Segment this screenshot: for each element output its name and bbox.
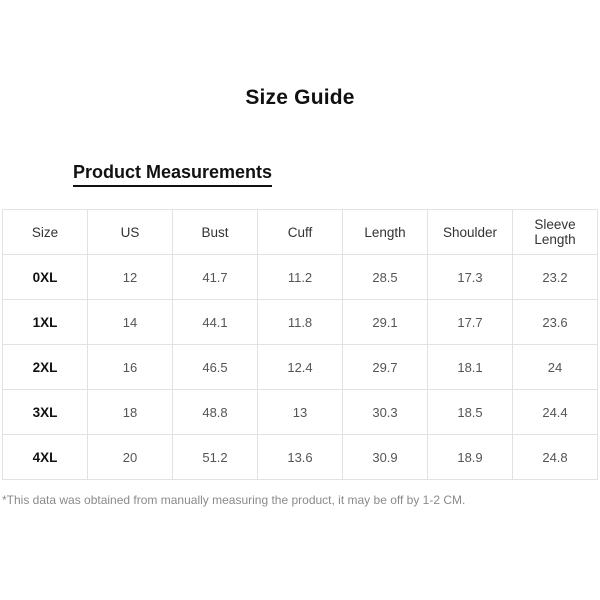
measurement-note: *This data was obtained from manually measuring the product, it may be off by 1-2 CM. [2, 493, 466, 507]
cell-shoulder: 17.3 [428, 255, 513, 300]
cell-us: 12 [88, 255, 173, 300]
cell-bust: 46.5 [173, 345, 258, 390]
cell-length: 29.1 [343, 300, 428, 345]
cell-size: 2XL [3, 345, 88, 390]
table-row [3, 300, 598, 345]
header-size: Size [3, 210, 88, 255]
cell-size: 4XL [3, 435, 88, 480]
cell-sleeve-length: 24.8 [513, 435, 598, 480]
cell-us: 18 [88, 390, 173, 435]
header-shoulder: Shoulder [428, 210, 513, 255]
cell-shoulder: 17.7 [428, 300, 513, 345]
cell-bust: 48.8 [173, 390, 258, 435]
cell-sleeve-length: 24.4 [513, 390, 598, 435]
cell-cuff: 13.6 [258, 435, 343, 480]
cell-size: 0XL [3, 255, 88, 300]
cell-bust: 44.1 [173, 300, 258, 345]
cell-us: 20 [88, 435, 173, 480]
header-cuff: Cuff [258, 210, 343, 255]
table-row [3, 435, 598, 480]
cell-length: 29.7 [343, 345, 428, 390]
cell-shoulder: 18.9 [428, 435, 513, 480]
cell-bust: 41.7 [173, 255, 258, 300]
cell-length: 30.9 [343, 435, 428, 480]
cell-cuff: 11.8 [258, 300, 343, 345]
table-row [3, 390, 598, 435]
size-table [2, 209, 598, 480]
table-header-row [3, 210, 598, 255]
header-us: US [88, 210, 173, 255]
section-title: Product Measurements [73, 162, 272, 187]
cell-cuff: 11.2 [258, 255, 343, 300]
cell-length: 28.5 [343, 255, 428, 300]
cell-size: 3XL [3, 390, 88, 435]
cell-sleeve-length: 23.2 [513, 255, 598, 300]
page-title: Size Guide [245, 86, 355, 109]
cell-cuff: 12.4 [258, 345, 343, 390]
cell-size: 1XL [3, 300, 88, 345]
cell-us: 14 [88, 300, 173, 345]
cell-sleeve-length: 24 [513, 345, 598, 390]
cell-cuff: 13 [258, 390, 343, 435]
table-row [3, 345, 598, 390]
header-bust: Bust [173, 210, 258, 255]
cell-sleeve-length: 23.6 [513, 300, 598, 345]
header-sleeve-length: Sleeve Length [513, 210, 598, 255]
cell-us: 16 [88, 345, 173, 390]
table-row [3, 255, 598, 300]
cell-shoulder: 18.1 [428, 345, 513, 390]
cell-shoulder: 18.5 [428, 390, 513, 435]
header-length: Length [343, 210, 428, 255]
cell-length: 30.3 [343, 390, 428, 435]
cell-bust: 51.2 [173, 435, 258, 480]
